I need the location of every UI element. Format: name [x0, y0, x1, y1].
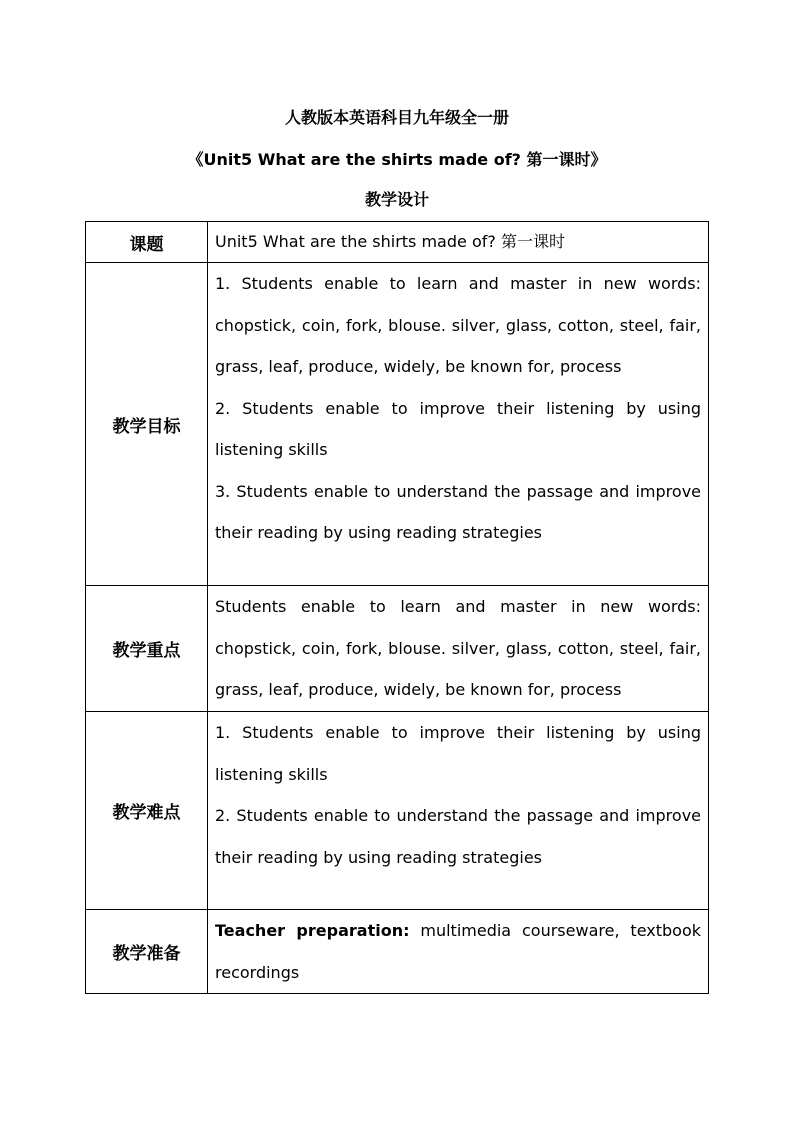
objectives-label: 教学目标 [86, 263, 208, 586]
table-row-objectives [86, 263, 709, 586]
lesson-title: 《Unit5 What are the shirts made of? 第一课时》 [187, 150, 607, 169]
topic-value: Unit5 What are the shirts made of? 第一课时 [208, 222, 709, 263]
difficulties-cell [208, 712, 709, 910]
objective-item: 2. Students enable to improve their listening by using listening skills [215, 398, 701, 459]
difficulty-item: 2. Students enable to understand the passage and improve their reading by using reading strategies [215, 806, 701, 867]
table-row-topic [86, 222, 709, 263]
teacher-preparation-text: multimedia courseware, textbook recordings [215, 921, 702, 982]
objectives-cell [208, 263, 709, 586]
lesson-plan-table [85, 221, 709, 994]
key-points-cell [208, 586, 709, 712]
preparation-label: 教学准备 [86, 910, 208, 994]
table-row-preparation [86, 910, 709, 994]
objective-item: 3. Students enable to understand the passage and improve their reading by using reading strategies [215, 481, 701, 542]
design-heading: 教学设计 [364, 190, 429, 209]
teacher-preparation-label: Teacher preparation: [215, 921, 410, 940]
objective-item: 1. Students enable to learn and master in new words: chopstick, coin, fork, blouse. silver, glass, cotton, steel, fair, grass, leaf, produce, widely, be known for, process [215, 274, 701, 376]
table-row-key-points [86, 586, 709, 712]
difficulties-label: 教学难点 [86, 712, 208, 910]
document-title: 人教版本英语科目九年级全一册 [284, 108, 509, 127]
table-row-difficulties [86, 712, 709, 910]
difficulty-item: 1. Students enable to improve their listening by using listening skills [215, 723, 701, 784]
key-points-label: 教学重点 [86, 586, 208, 712]
preparation-cell [208, 910, 709, 994]
key-point-item: Students enable to learn and master in new words: chopstick, coin, fork, blouse. silver, glass, cotton, steel, fair, grass, leaf, produce, widely, be known for, process [215, 597, 701, 699]
topic-label: 课题 [86, 222, 208, 263]
